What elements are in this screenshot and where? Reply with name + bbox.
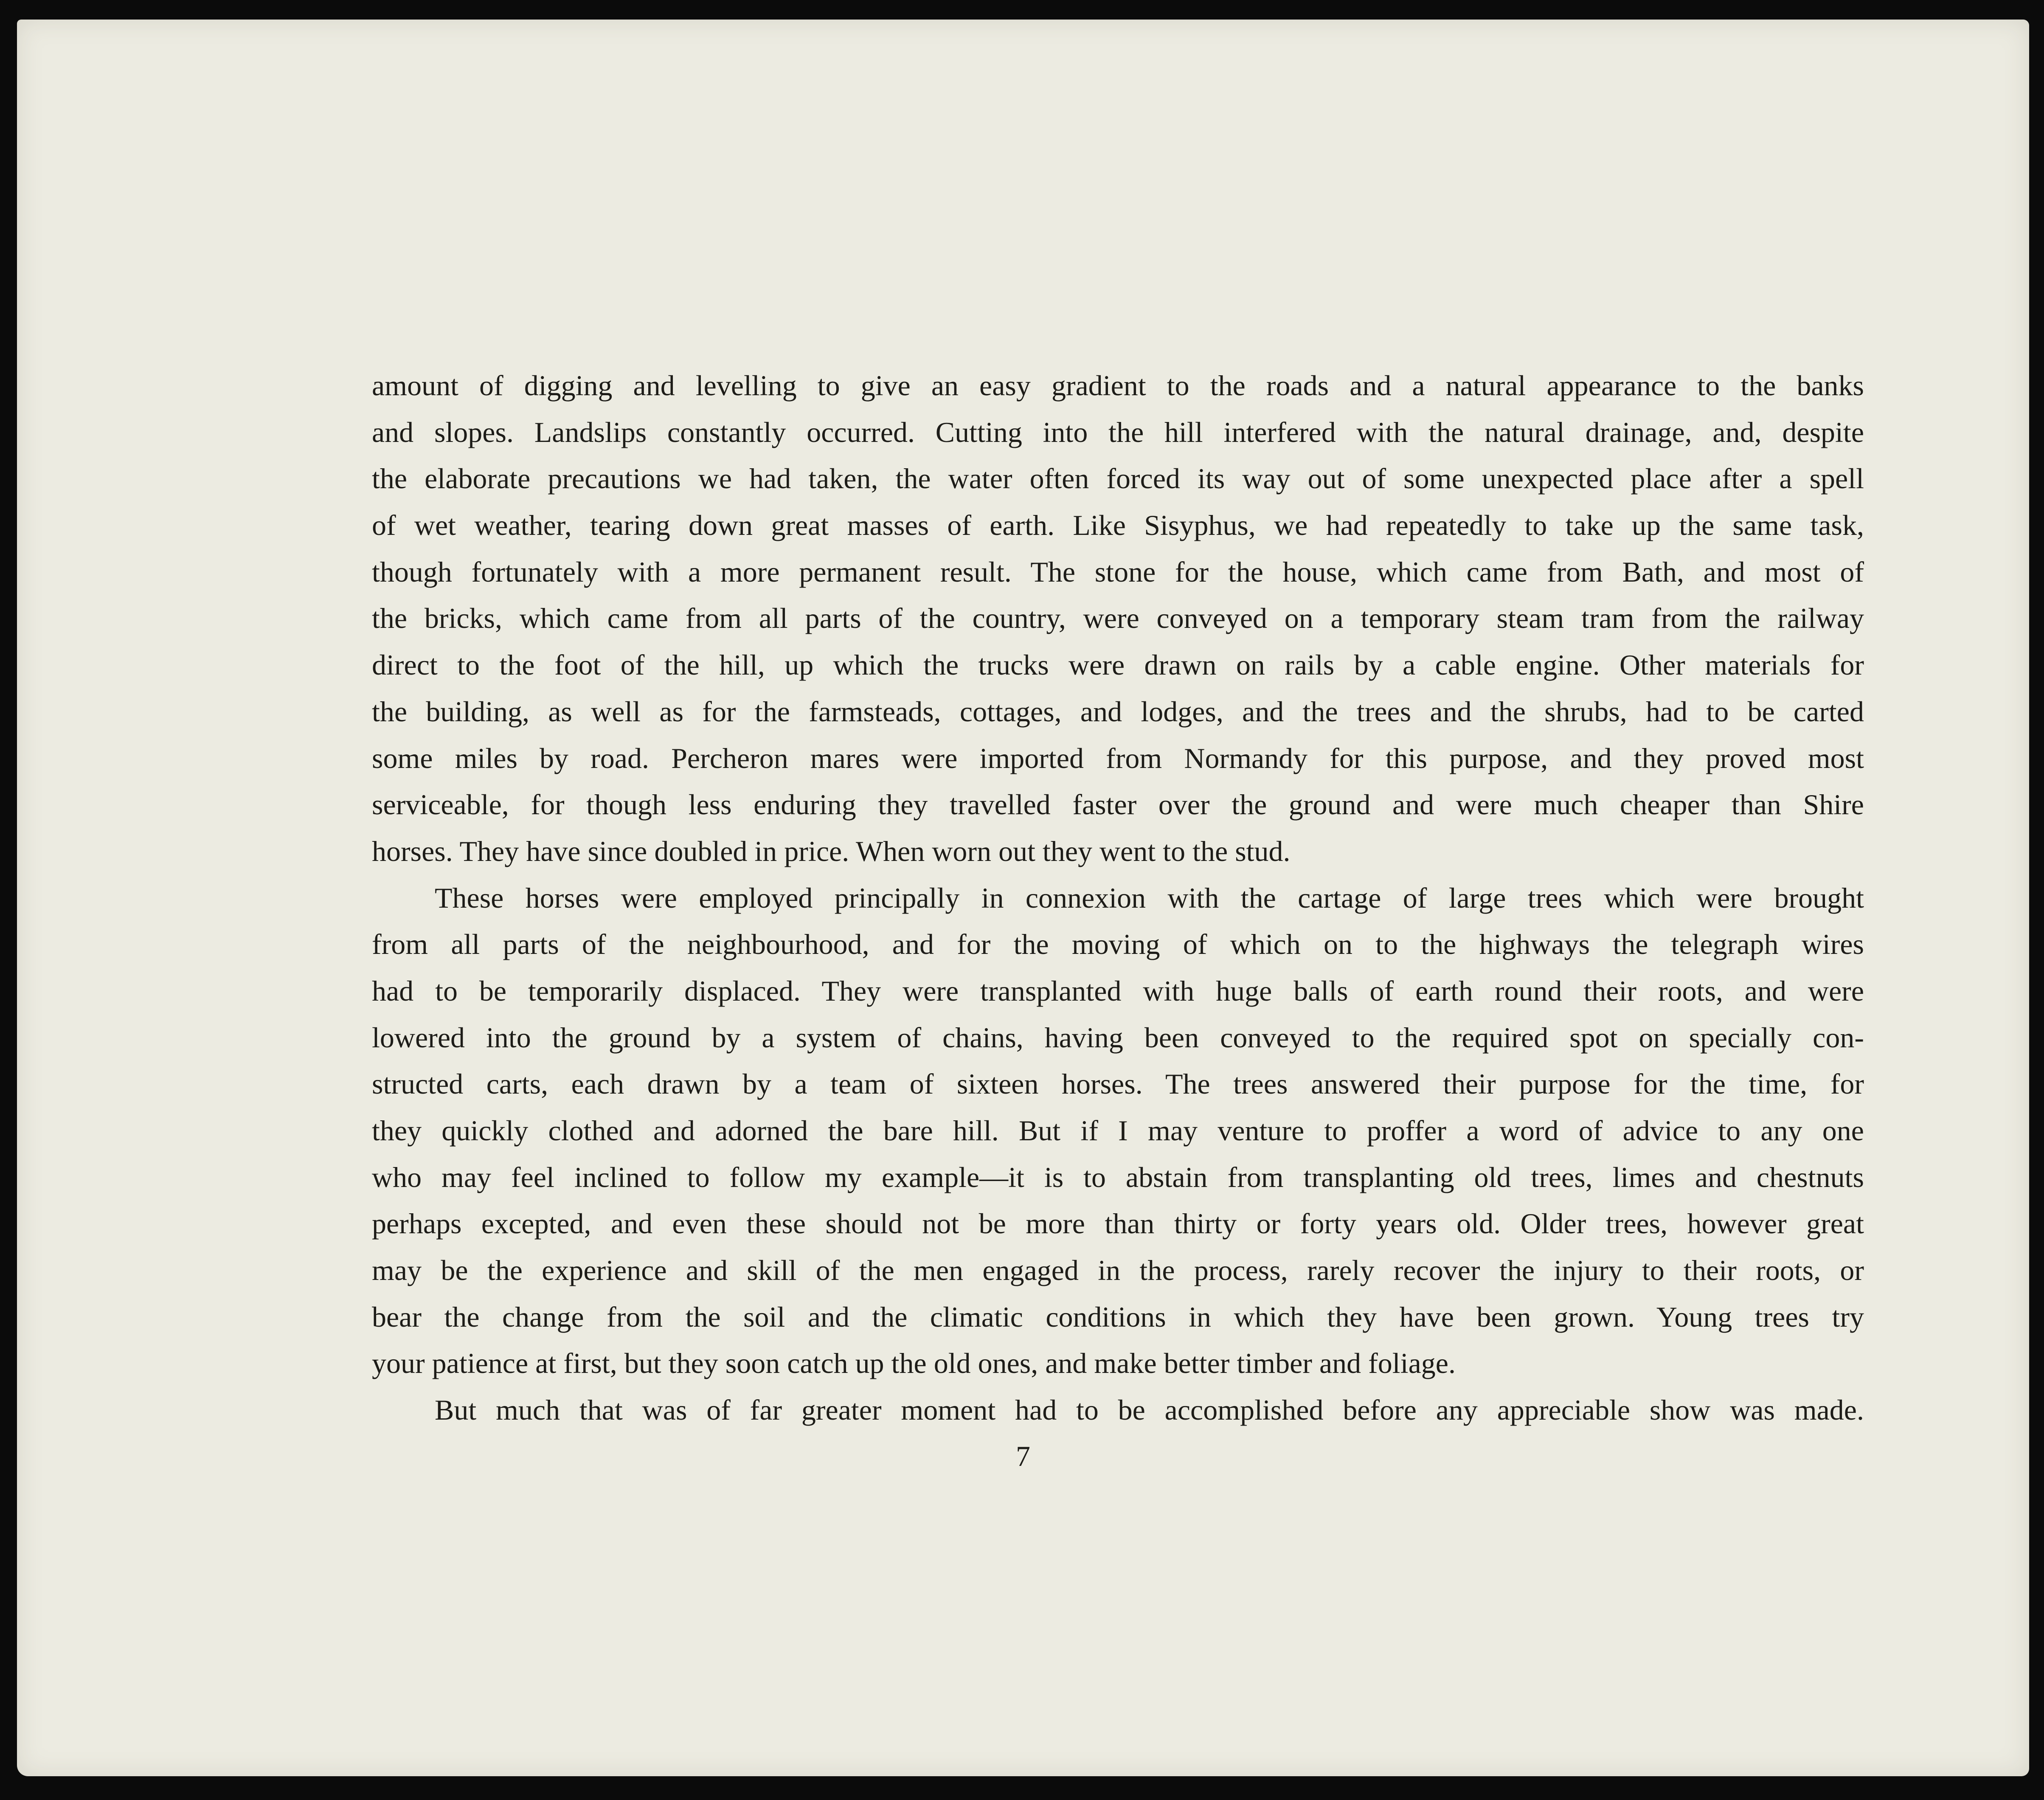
text-line: the elaborate precautions we had taken, the water often forced its way out of some unexpected place after a spell	[372, 462, 1864, 495]
text-line: amount of digging and levelling to give an easy gradient to the roads and a natural appearance to the banks	[372, 369, 1864, 402]
paragraph-3	[372, 1387, 1864, 1434]
text-line: they quickly clothed and adorned the bare hill. But if I may venture to proffer a word of advice to any one	[372, 1114, 1864, 1147]
text-line: from all parts of the neighbourhood, and for the moving of which on to the highways the telegraph wires	[372, 928, 1864, 961]
text-line: lowered into the ground by a system of chains, having been conveyed to the required spot on specially con-	[372, 1021, 1864, 1054]
text-line: These horses were employed principally in connexion with the cartage of large trees which were brought	[435, 881, 1864, 914]
text-line: and slopes. Landslips constantly occurred. Cutting into the hill interfered with the natural drainage, and, despite	[372, 416, 1864, 448]
text-line: perhaps excepted, and even these should not be more than thirty or forty years old. Older trees, however great	[372, 1207, 1864, 1240]
text-line: though fortunately with a more permanent result. The stone for the house, which came from Bath, and most of	[372, 555, 1864, 588]
text-line: horses. They have since doubled in price. When worn out they went to the stud.	[372, 835, 1291, 867]
text-line: some miles by road. Percheron mares were imported from Normandy for this purpose, and they proved most	[372, 742, 1864, 774]
text-line: bear the change from the soil and the climatic conditions in which they have been grown. Young trees try	[372, 1300, 1864, 1333]
text-line: of wet weather, tearing down great masses of earth. Like Sisyphus, we had repeatedly to take up the same task,	[372, 509, 1864, 542]
text-line: your patience at first, but they soon catch up the old ones, and make better timber and foliage.	[372, 1347, 1456, 1380]
text-line: structed carts, each drawn by a team of sixteen horses. The trees answered their purpose for the time, for	[372, 1068, 1864, 1100]
text-line: But much that was of far greater moment had to be accomplished before any appreciable show was made.	[435, 1394, 1864, 1426]
text-line: the building, as well as for the farmsteads, cottages, and lodges, and the trees and the shrubs, had to be carted	[372, 695, 1864, 728]
text-line: serviceable, for though less enduring they travelled faster over the ground and were much cheaper than Shire	[372, 788, 1864, 821]
paragraph-2	[372, 875, 1864, 1387]
paragraph-1	[372, 363, 1864, 875]
text-line: direct to the foot of the hill, up which the trucks were drawn on rails by a cable engine. Other materials for	[372, 649, 1864, 681]
text-line: who may feel inclined to follow my example—it is to abstain from transplanting old trees, limes and chestnuts	[372, 1161, 1864, 1193]
text-line: the bricks, which came from all parts of the country, were conveyed on a temporary steam tram from the railway	[372, 602, 1864, 635]
book-page	[17, 20, 2029, 1776]
text-line: had to be temporarily displaced. They were transplanted with huge balls of earth round their roots, and were	[372, 974, 1864, 1007]
body-text	[372, 363, 1864, 1434]
page-number: 7	[1016, 1440, 1030, 1472]
text-line: may be the experience and skill of the men engaged in the process, rarely recover the injury to their roots, or	[372, 1254, 1864, 1287]
